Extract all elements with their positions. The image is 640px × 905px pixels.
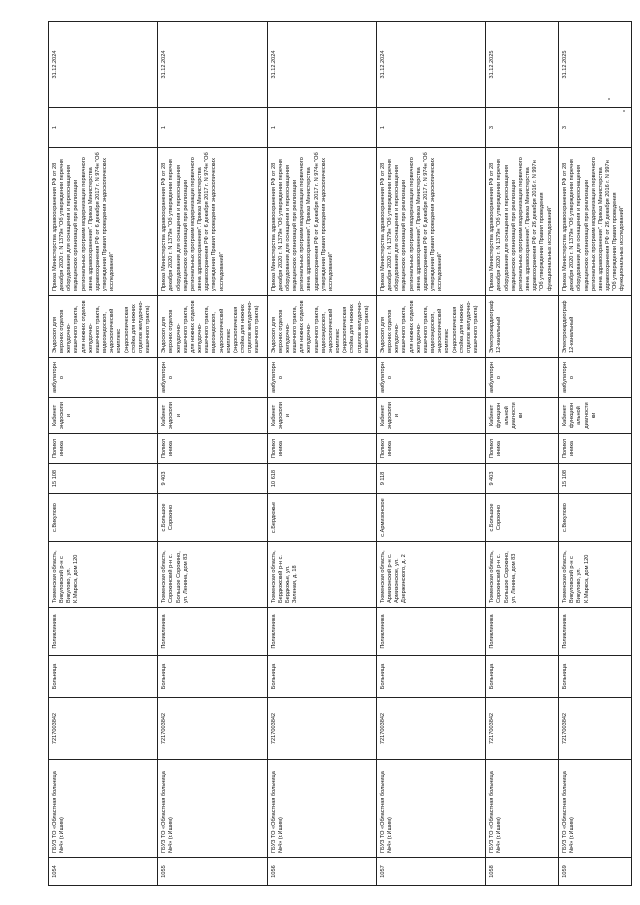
address-cell: Тюменская область, Сорокинский р-н с. Большое Сорокино, ул. Ленина, дом 83 xyxy=(158,542,267,608)
deadline-date-cell: 31.12.2025 xyxy=(486,22,559,108)
inn-code-cell: 7217003842 xyxy=(267,698,376,760)
settlement-cell: с.Большое Сорокино xyxy=(158,494,267,542)
care-condition-cell: амбулаторно xyxy=(49,358,158,398)
care-type-cell: Поликлиника xyxy=(267,608,376,656)
inn-code-cell: 7217003842 xyxy=(49,698,158,760)
population-cell: 15 108 xyxy=(559,464,632,494)
equipment-table xyxy=(48,21,632,886)
row-number-cell: 1056 xyxy=(267,858,376,886)
table-row xyxy=(158,22,267,886)
care-condition-cell: амбулаторно xyxy=(559,358,632,398)
population-cell: 9 403 xyxy=(158,464,267,494)
care-condition-cell: амбулаторно xyxy=(267,358,376,398)
rotated-table-sheet xyxy=(48,22,632,886)
deadline-date-cell: 31.12.2024 xyxy=(376,22,485,108)
legal-basis-cell: Приказ Министерства здравоохранения РФ от 28 декабря 2020 г. N 1379н "Об утверждении перечня оборудования для оснащения и переоснащения медицинских организаций при реализации региональных программ модернизации первичного звена здравоохранения". Приказ Министерства здравоохранения РФ от 26 декабря 2016 г. N 997н "Об утверждении Правил проведения функциональных исследований" xyxy=(486,148,559,296)
table-row xyxy=(49,22,158,886)
care-condition-cell: амбулаторно xyxy=(376,358,485,398)
row-number-cell: 1054 xyxy=(49,858,158,886)
division-cell: Поликлиника xyxy=(486,434,559,464)
legal-basis-cell: Приказ Министерства здравоохранения РФ от 28 декабря 2020 г. N 1379н "Об утверждении перечня оборудования для оснащения и переоснащения медицинских организаций при реализации региональных программ модернизации первичного звена здравоохранения". Приказ Министерства здравоохранения РФ от 6 декабря 2017 г. N 974н "Об утверждении Правил проведения эндоскопических исследований" xyxy=(158,148,267,296)
equipment-cell: Эндоскоп для верхних отделов желудочно-кишечного тракта, для нижних отделов желудочно-кишечного тракта, видеоэндоскоп, эндоскопический комплекс (эндоскопическая стойка для нижних отделов желудочно-кишечного тракта) xyxy=(158,296,267,358)
care-type-cell: Поликлиника xyxy=(376,608,485,656)
organization-type-cell: Больница xyxy=(158,656,267,698)
inn-code-cell: 7217003842 xyxy=(158,698,267,760)
quantity-cell: 1 xyxy=(49,108,158,148)
settlement-cell: с.Большое Сорокино xyxy=(486,494,559,542)
deadline-date-cell: 31.12.2024 xyxy=(158,22,267,108)
care-condition-cell: амбулаторно xyxy=(158,358,267,398)
room-cell: Кабинет эндоскопии xyxy=(158,398,267,434)
room-cell: Кабинет эндоскопии xyxy=(376,398,485,434)
inn-code-cell: 7217003842 xyxy=(486,698,559,760)
room-cell: Кабинет функциональной диагностики xyxy=(559,398,632,434)
legal-basis-cell: Приказ Министерства здравоохранения РФ от 28 декабря 2020 г. N 1379н "Об утверждении перечня оборудования для оснащения и переоснащения медицинских организаций при реализации региональных программ модернизации первичного звена здравоохранения". Приказ Министерства здравоохранения РФ от 6 декабря 2017 г. N 974н "Об утверждении Правил проведения эндоскопических исследований" xyxy=(376,148,485,296)
table-row xyxy=(559,22,632,886)
room-cell: Кабинет эндоскопии xyxy=(49,398,158,434)
settlement-cell: с.Армизонское xyxy=(376,494,485,542)
row-number-cell: 1059 xyxy=(559,858,632,886)
care-type-cell: Поликлиника xyxy=(486,608,559,656)
equipment-cell: Электрокардиограф 12-канальный xyxy=(559,296,632,358)
care-type-cell: Поликлиника xyxy=(559,608,632,656)
scan-speck xyxy=(608,98,610,100)
legal-basis-cell: Приказ Министерства здравоохранения РФ от 28 декабря 2020 г. N 1379н "Об утверждении перечня оборудования для оснащения и переоснащения медицинских организаций при реализации региональных программ модернизации первичного звена здравоохранения". Приказ Министерства здравоохранения РФ от 26 декабря 2016 г. N 997н "Об утверждении Правил проведения функциональных исследований" xyxy=(559,148,632,296)
equipment-cell: Электрокардиограф 12-канальный xyxy=(486,296,559,358)
organization-name-cell: ГБУЗ ТО «Областная больница №4» (г.Ишим) xyxy=(267,760,376,858)
table-row xyxy=(267,22,376,886)
address-cell: Тюменская область, Армизонский р-н с. Армизонское, ул. Дзержинского, д. 2 xyxy=(376,542,485,608)
inn-code-cell: 7217003842 xyxy=(559,698,632,760)
division-cell: Поликлиника xyxy=(49,434,158,464)
address-cell: Тюменская область, Викуловский р-н с Викулово, ул. К.Маркса, дом 120 xyxy=(559,542,632,608)
settlement-cell: с.Викулово xyxy=(559,494,632,542)
inn-code-cell: 7217003842 xyxy=(376,698,485,760)
room-cell: Кабинет функциональной диагностики xyxy=(486,398,559,434)
division-cell: Поликлиника xyxy=(376,434,485,464)
address-cell: Тюменская область, Викуловский р-н с Викулово, ул. К.Маркса, дом 120 xyxy=(49,542,158,608)
organization-type-cell: Больница xyxy=(376,656,485,698)
deadline-date-cell: 31.12.2024 xyxy=(49,22,158,108)
quantity-cell: 3 xyxy=(559,108,632,148)
equipment-cell: Эндоскоп для верхних отделов желудочно-кишечного тракта, для нижних отделов желудочно-кишечного тракта, видеоэндоскоп, эндоскопический комплекс (эндоскопическая стойка для нижних отделов желудочно-кишечного тракта) xyxy=(376,296,485,358)
settlement-cell: с.Викулово xyxy=(49,494,158,542)
care-condition-cell: амбулаторно xyxy=(486,358,559,398)
organization-type-cell: Больница xyxy=(559,656,632,698)
row-number-cell: 1055 xyxy=(158,858,267,886)
organization-type-cell: Больница xyxy=(486,656,559,698)
organization-name-cell: ГБУЗ ТО «Областная больница №4» (г.Ишим) xyxy=(158,760,267,858)
room-cell: Кабинет эндоскопии xyxy=(267,398,376,434)
legal-basis-cell: Приказ Министерства здравоохранения РФ от 28 декабря 2020 г. N 1379н "Об утверждении перечня оборудования для оснащения и переоснащения медицинских организаций при реализации региональных программ модернизации первичного звена здравоохранения". Приказ Министерства здравоохранения РФ от 6 декабря 2017 г. N 974н "Об утверждении Правил проведения эндоскопических исследований" xyxy=(267,148,376,296)
quantity-cell: 1 xyxy=(267,108,376,148)
row-number-cell: 1057 xyxy=(376,858,485,886)
division-cell: Поликлиника xyxy=(267,434,376,464)
quantity-cell: 3 xyxy=(486,108,559,148)
division-cell: Поликлиника xyxy=(559,434,632,464)
scan-speck xyxy=(623,110,625,112)
equipment-cell: Эндоскоп для верхних отделов желудочно-кишечного тракта, для нижних отделов желудочно-кишечного тракта, видеоэндоскоп, эндоскопический комплекс (эндоскопическая стойка для нижних отделов желудочно-кишечного тракта) xyxy=(49,296,158,358)
table-row xyxy=(376,22,485,886)
organization-name-cell: ГБУЗ ТО «Областная больница №4» (г.Ишим) xyxy=(376,760,485,858)
quantity-cell: 1 xyxy=(376,108,485,148)
quantity-cell: 1 xyxy=(158,108,267,148)
population-cell: 9 403 xyxy=(486,464,559,494)
care-type-cell: Поликлиника xyxy=(158,608,267,656)
legal-basis-cell: Приказ Министерства здравоохранения РФ от 28 декабря 2020 г. N 1379н "Об утверждении перечня оборудования для оснащения и переоснащения медицинских организаций при реализации региональных программ модернизации первичного звена здравоохранения". Приказ Министерства здравоохранения РФ от 6 декабря 2017 г. N 974н "Об утверждении Правил проведения эндоскопических исследований" xyxy=(49,148,158,296)
address-cell: Тюменская область, Сорокинский р-н с. Большое Сорокино, ул. Ленина, дом 83 xyxy=(486,542,559,608)
address-cell: Тюменская область, Бердюжский р-н с. Бердюжье, ул. Зеленая, д. 18 xyxy=(267,542,376,608)
settlement-cell: с.Бердюжье xyxy=(267,494,376,542)
population-cell: 10 618 xyxy=(267,464,376,494)
organization-name-cell: ГБУЗ ТО «Областная больница №4» (г.Ишим) xyxy=(486,760,559,858)
division-cell: Поликлиника xyxy=(158,434,267,464)
population-cell: 9 118 xyxy=(376,464,485,494)
table-row xyxy=(486,22,559,886)
organization-name-cell: ГБУЗ ТО «Областная больница №4» (г.Ишим) xyxy=(559,760,632,858)
deadline-date-cell: 31.12.2024 xyxy=(267,22,376,108)
equipment-cell: Эндоскоп для верхних отделов желудочно-кишечного тракта, для нижних отделов желудочно-кишечного тракта, видеоэндоскоп, эндоскопический комплекс (эндоскопическая стойка для нижних отделов желудочно-кишечного тракта) xyxy=(267,296,376,358)
row-number-cell: 1058 xyxy=(486,858,559,886)
organization-type-cell: Больница xyxy=(267,656,376,698)
organization-name-cell: ГБУЗ ТО «Областная больница №4» (г.Ишим) xyxy=(49,760,158,858)
deadline-date-cell: 31.12.2025 xyxy=(559,22,632,108)
care-type-cell: Поликлиника xyxy=(49,608,158,656)
population-cell: 15 108 xyxy=(49,464,158,494)
organization-type-cell: Больница xyxy=(49,656,158,698)
